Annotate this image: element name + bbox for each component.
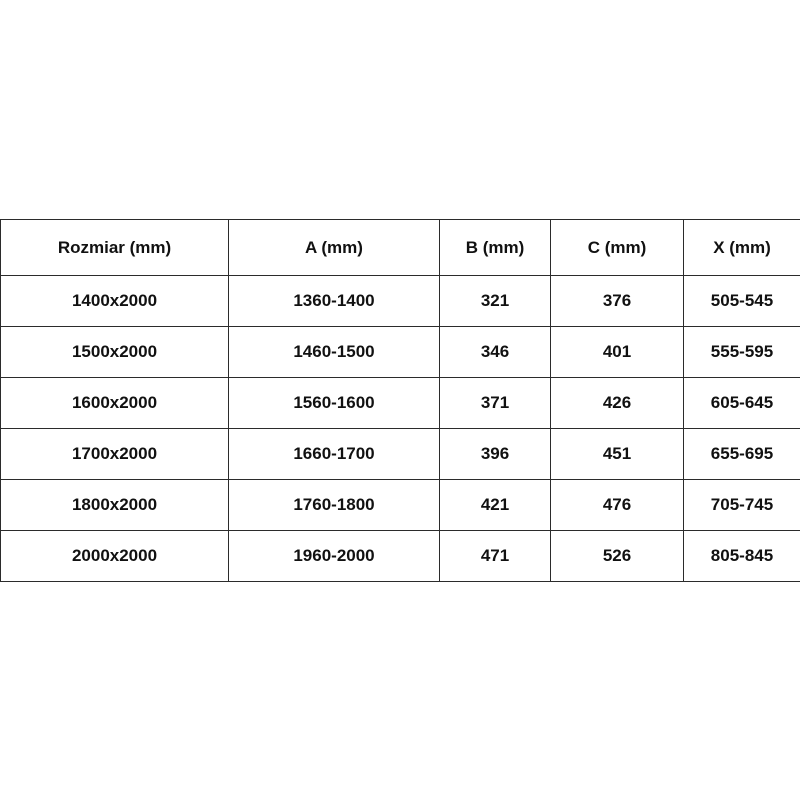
cell-a: 1460-1500 [229,327,440,378]
column-header-a: A (mm) [229,220,440,276]
cell-x: 555-595 [684,327,800,378]
cell-size: 1700x2000 [1,429,229,480]
table-row [1,276,800,327]
cell-size: 1500x2000 [1,327,229,378]
cell-x: 605-645 [684,378,800,429]
cell-a: 1560-1600 [229,378,440,429]
cell-x: 655-695 [684,429,800,480]
cell-c: 526 [551,531,684,582]
table-row [1,327,800,378]
cell-c: 426 [551,378,684,429]
column-header-x: X (mm) [684,220,800,276]
table-row [1,480,800,531]
cell-a: 1660-1700 [229,429,440,480]
cell-a: 1360-1400 [229,276,440,327]
cell-a: 1960-2000 [229,531,440,582]
cell-b: 346 [440,327,551,378]
cell-a: 1760-1800 [229,480,440,531]
cell-x: 805-845 [684,531,800,582]
dimensions-table [0,219,800,582]
cell-b: 396 [440,429,551,480]
cell-size: 1600x2000 [1,378,229,429]
cell-b: 471 [440,531,551,582]
cell-x: 705-745 [684,480,800,531]
column-header-b: B (mm) [440,220,551,276]
cell-size: 1400x2000 [1,276,229,327]
cell-c: 376 [551,276,684,327]
cell-size: 1800x2000 [1,480,229,531]
table-header-row [1,220,800,276]
cell-b: 371 [440,378,551,429]
column-header-rozmiar: Rozmiar (mm) [1,220,229,276]
column-header-c: C (mm) [551,220,684,276]
cell-c: 476 [551,480,684,531]
cell-x: 505-545 [684,276,800,327]
table-row [1,429,800,480]
table-row [1,531,800,582]
cell-b: 321 [440,276,551,327]
dimensions-table-container [0,219,800,582]
cell-c: 401 [551,327,684,378]
cell-size: 2000x2000 [1,531,229,582]
cell-b: 421 [440,480,551,531]
table-row [1,378,800,429]
cell-c: 451 [551,429,684,480]
